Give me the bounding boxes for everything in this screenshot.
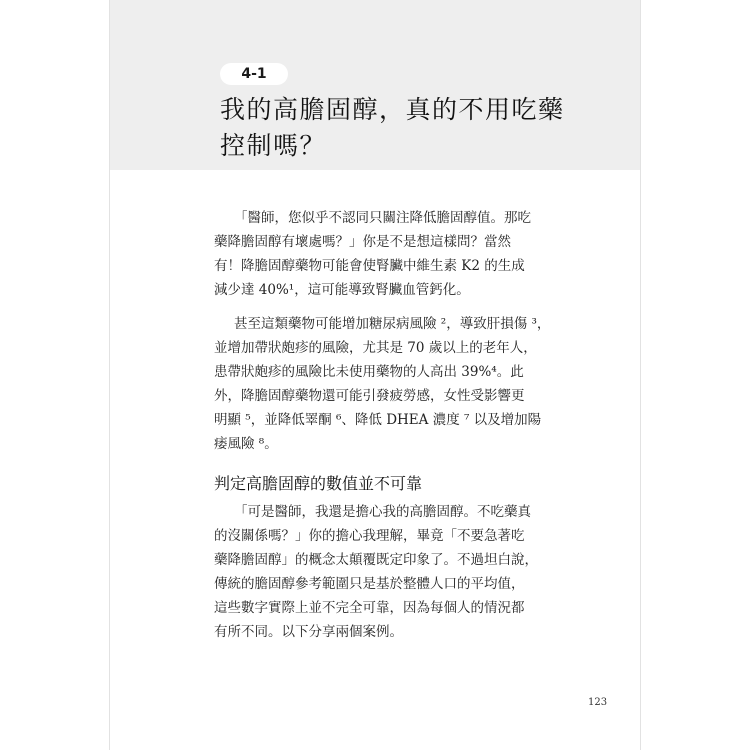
chapter-title-line-1: 我的高膽固醇，真的不用吃藥 (220, 95, 565, 124)
paragraph-line: 痿風險 ⁸。 (214, 436, 278, 452)
paragraph-1 (214, 206, 584, 302)
chapter-title (220, 92, 600, 164)
paragraph-line: 藥降膽固醇」的概念太顛覆既定印象了。不過坦白說， (214, 552, 538, 568)
paragraph-line: 甚至這類藥物可能增加糖尿病風險 ²，導致肝損傷 ³， (234, 316, 551, 332)
paragraph-line: 這些數字實際上並不完全可靠，因為每個人的情況都 (214, 600, 525, 616)
paragraph-2 (214, 312, 584, 456)
paragraph-line: 有所不同。以下分享兩個案例。 (214, 624, 403, 640)
chapter-title-line-2: 控制嗎？ (220, 131, 327, 160)
paragraph-line: 「醫師，您似乎不認同只關注降低膽固醇值。那吃 (234, 210, 531, 226)
paragraph-line: 患帶狀皰疹的風險比未使用藥物的人高出 39%⁴。此 (214, 364, 524, 380)
chapter-number-badge (220, 63, 288, 85)
body-text (214, 206, 584, 644)
chapter-header-band (110, 0, 640, 170)
book-page (110, 0, 640, 750)
paragraph-line: 傳統的膽固醇參考範圍只是基於整體人口的平均值， (214, 576, 525, 592)
paragraph-line: 並增加帶狀皰疹的風險，尤其是 70 歲以上的老年人， (214, 340, 537, 356)
paragraph-3 (214, 500, 584, 644)
page-edge-right (640, 0, 641, 750)
chapter-number: 4-1 (241, 66, 267, 82)
paragraph-line: 藥降膽固醇有壞處嗎？」你是不是想這樣問？當然 (214, 234, 511, 250)
page-number: 123 (588, 697, 608, 708)
paragraph-line: 的沒關係嗎？」你的擔心我理解，畢竟「不要急著吃 (214, 528, 525, 544)
section-heading: 判定高膽固醇的數值並不可靠 (214, 474, 423, 493)
paragraph-line: 有！降膽固醇藥物可能會使腎臟中維生素 K2 的生成 (214, 258, 525, 274)
paragraph-line: 減少達 40%¹，這可能導致腎臟血管鈣化。 (214, 282, 470, 298)
paragraph-line: 明顯 ⁵，並降低睪酮 ⁶、降低 DHEA 濃度 ⁷ 以及增加陽 (214, 412, 542, 428)
paragraph-line: 「可是醫師，我還是擔心我的高膽固醇。不吃藥真 (234, 504, 531, 520)
paragraph-line: 外，降膽固醇藥物還可能引發疲勞感，女性受影響更 (214, 388, 525, 404)
